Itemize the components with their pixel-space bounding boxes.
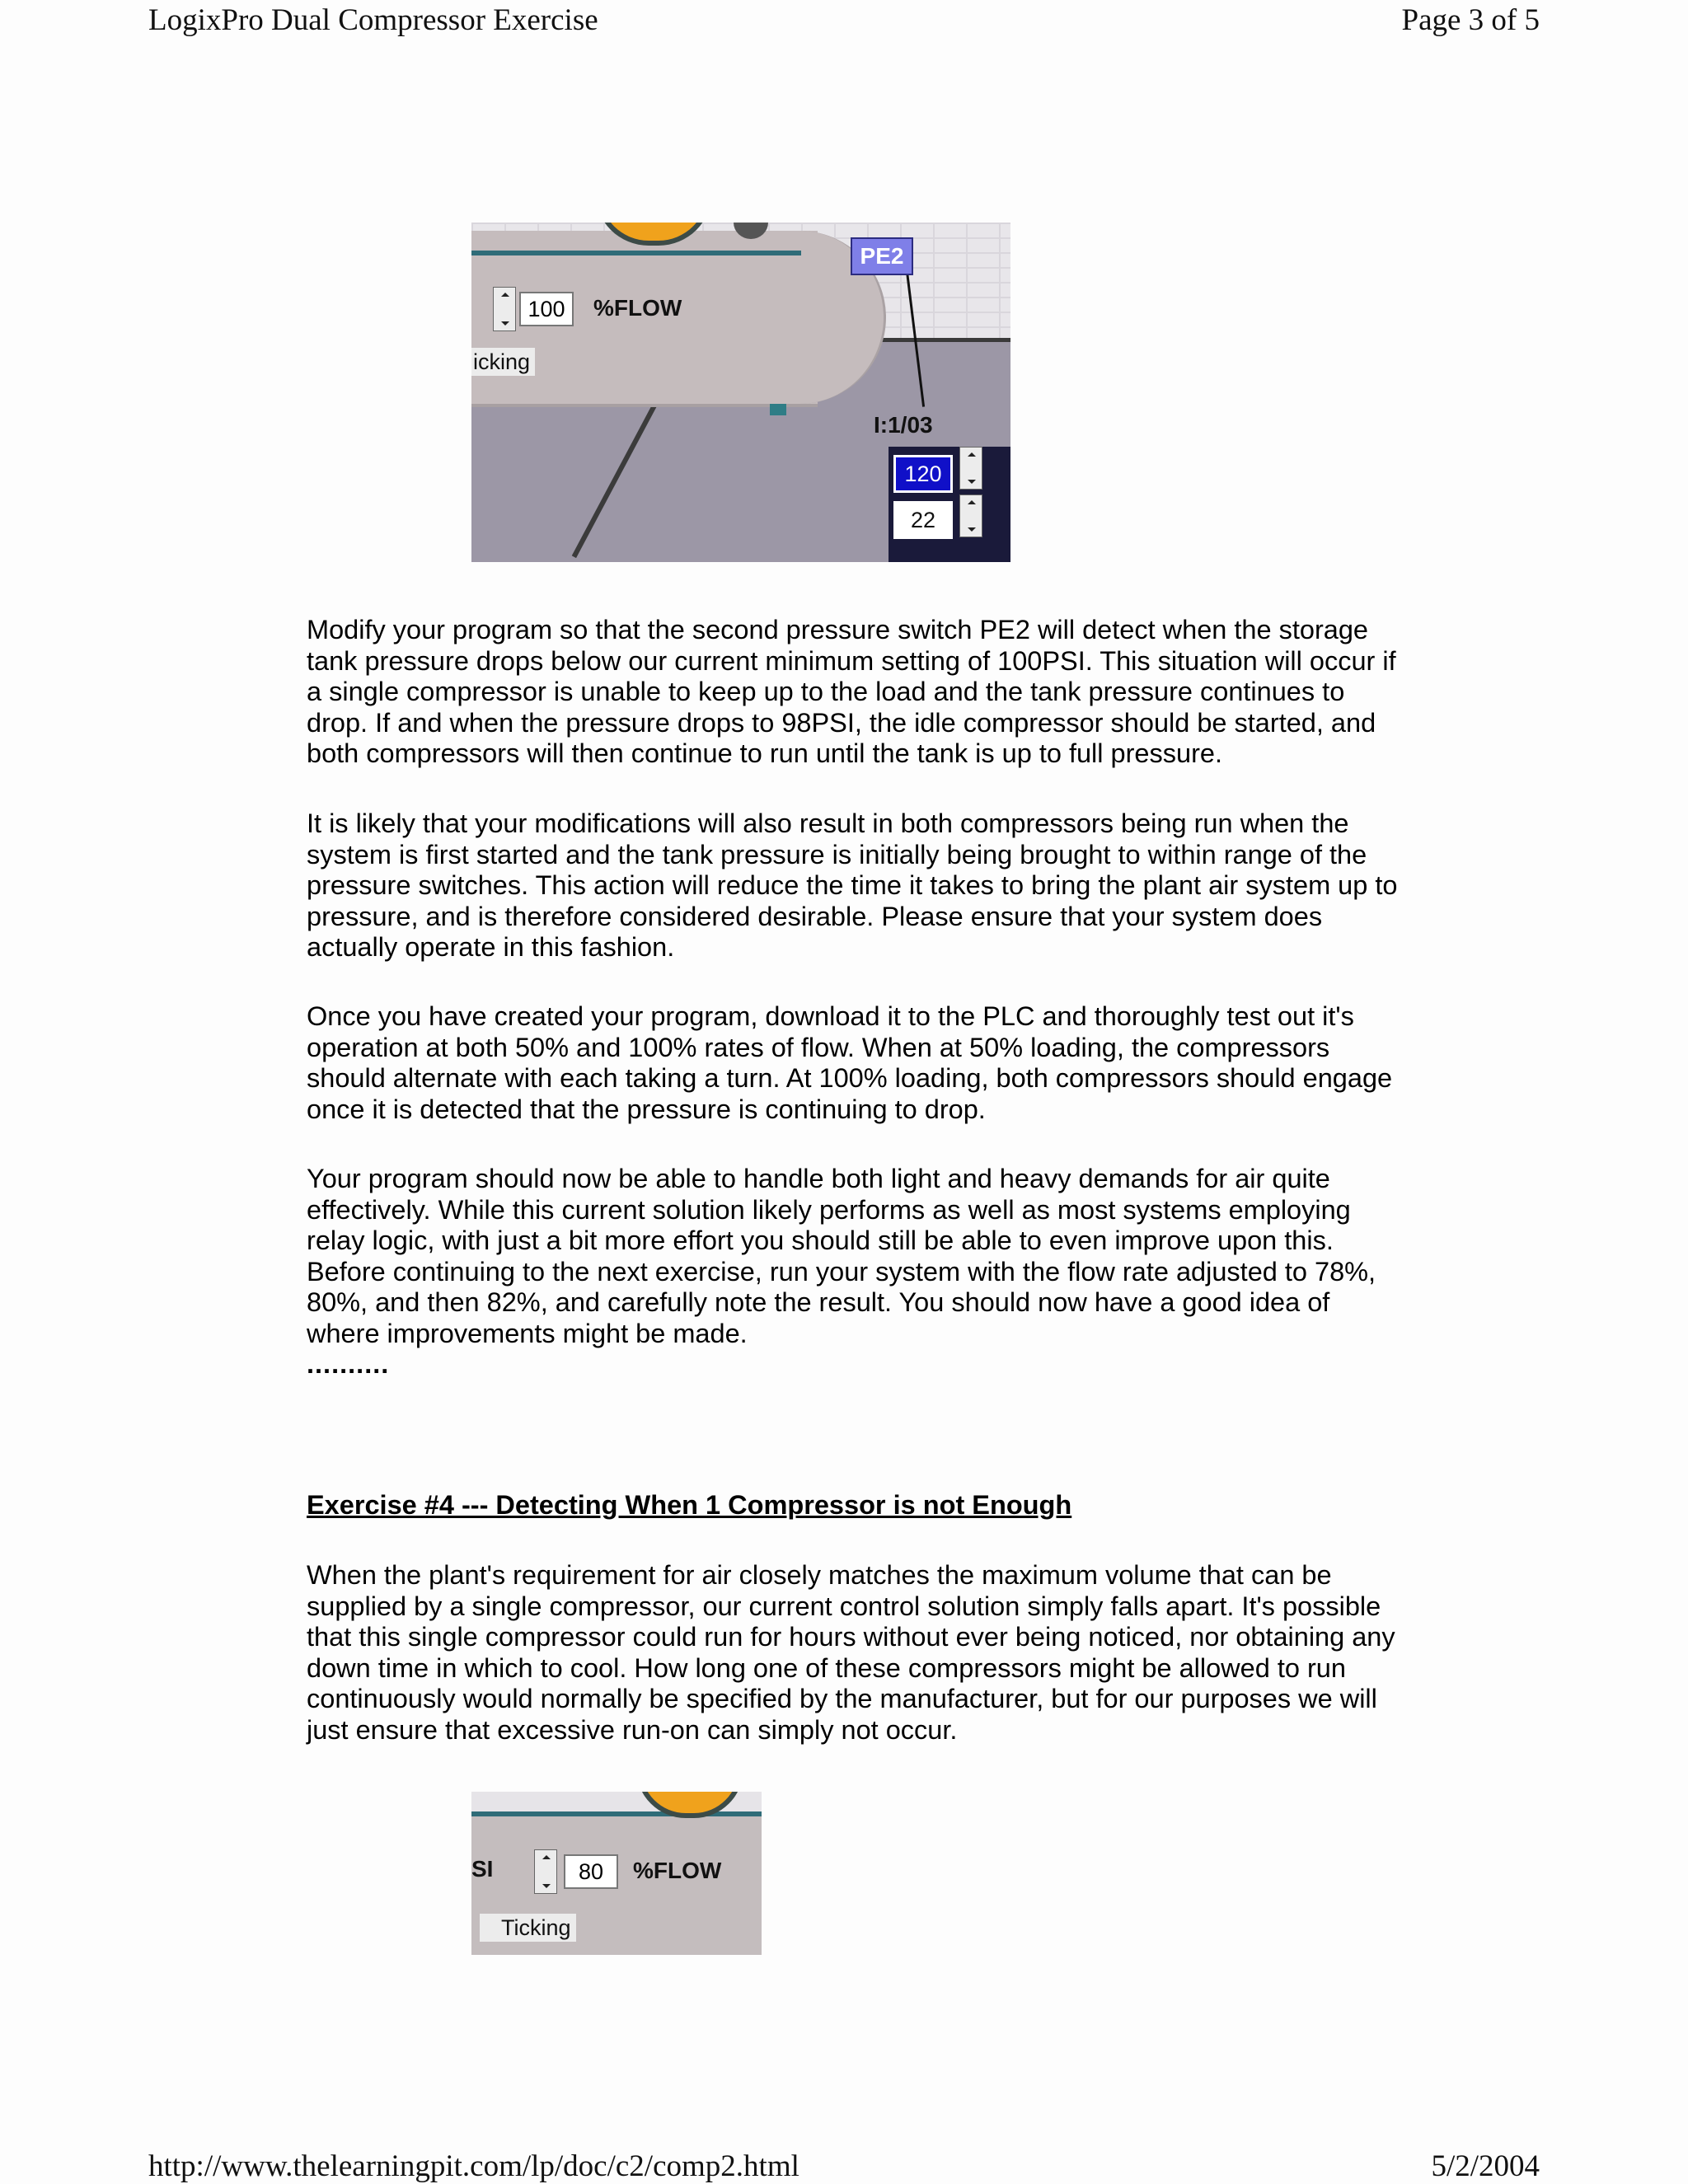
text-line: that this single compressor could run for hours without ever being noticed, nor obtaining any [307,1622,1395,1652]
text-line: just ensure that excessive run-on can simply not occur. [307,1714,958,1745]
flow-label: %FLOW [593,295,682,321]
tank-pipe [471,251,801,255]
pe2-switch-label: PE2 [851,237,913,275]
text-line: actually operate in this fashion. [307,932,675,962]
paragraph-1 [307,615,1444,770]
text-line: Before continuing to the next exercise, run your system with the flow rate adjusted to 78%, [307,1256,1376,1286]
text-line: both compressors will then continue to run until the tank is up to full pressure. [307,738,1222,768]
text-line: operation at both 50% and 100% rates of flow. When at 50% loading, the compressors [307,1032,1330,1062]
ellipsis-dots: .......... [307,1349,390,1379]
text-line: Your program should now be able to handle both light and heavy demands for air quite [307,1164,1330,1193]
text-line: effectively. While this current solution likely performs as well as most systems employing [307,1194,1351,1225]
paragraph-5 [307,1560,1444,1746]
tank-pipe [471,1811,762,1816]
setpoint-low-spinner[interactable] [959,494,982,537]
figure-flow-screenshot [471,1792,762,1955]
text-line: down time in which to cool. How long one of these compressors might be allowed to run [307,1652,1346,1683]
setpoint-high-input[interactable]: 120 [893,455,953,493]
psi-label-fragment: SI [471,1856,494,1882]
text-line: pressure, and is therefore considered desirable. Please ensure that your system does [307,901,1323,931]
ticking-label: Ticking [480,1914,576,1942]
address-label: I:1/03 [874,412,933,438]
flow-input[interactable]: 80 [564,1854,618,1889]
exercise-heading: Exercise #4 --- Detecting When 1 Compressor is not Enough [307,1490,1072,1520]
footer-url: http://www.thelearningpit.com/lp/doc/c2/comp2.html [148,2149,799,2183]
paragraph-4 [307,1164,1444,1380]
text-line: a single compressor is unable to keep up to the load and the tank pressure continues to [307,677,1345,706]
text-line: 80%, and then 82%, and carefully note the result. You should now have a good idea of [307,1287,1330,1317]
text-line: drop. If and when the pressure drops to 98PSI, the idle compressor should be started, and [307,707,1376,738]
paragraph-3 [307,1001,1444,1125]
flow-label: %FLOW [633,1858,722,1883]
figure-pe2-screenshot [471,223,1010,562]
text-line: should alternate with each taking a turn. At 100% loading, both compressors should engage [307,1063,1393,1093]
setpoint-high-spinner[interactable] [959,447,982,490]
text-line: Modify your program so that the second pressure switch PE2 will detect when the storage [307,615,1369,644]
text-line: supplied by a single compressor, our current control solution simply falls apart. It's possible [307,1591,1381,1621]
text-line: Once you have created your program, download it to the PLC and thoroughly test out it's [307,1001,1354,1031]
text-line: where improvements might be made. [307,1318,748,1348]
text-line: continuously would normally be specified by the manufacturer, but for our purposes we will [307,1684,1377,1713]
flow-spinner[interactable] [493,287,516,331]
header-title: LogixPro Dual Compressor Exercise [148,3,598,37]
paragraph-2 [307,808,1444,963]
page-number: Page 3 of 5 [1401,3,1540,37]
flow-spinner[interactable] [534,1849,557,1894]
text-line: It is likely that your modifications will also result in both compressors being run when the [307,808,1349,838]
text-line: pressure switches. This action will reduce the time it takes to bring the plant air system up to [307,870,1398,900]
text-line: relay logic, with just a bit more effort you should still be able to even improve upon this. [307,1226,1334,1255]
text-line: system is first started and the tank pressure is initially being brought to within range of the [307,839,1367,869]
footer-date: 5/2/2004 [1431,2149,1540,2183]
text-line: once it is detected that the pressure is continuing to drop. [307,1094,986,1124]
setpoint-panel [889,447,1010,562]
ticking-label: icking [471,348,535,376]
text-line: tank pressure drops below our current minimum setting of 100PSI. This situation will occur if [307,645,1396,676]
setpoint-low-input[interactable]: 22 [893,501,953,539]
flow-input[interactable]: 100 [519,292,574,326]
text-line: When the plant's requirement for air closely matches the maximum volume that can be [307,1560,1332,1590]
valve-icon [770,404,786,415]
